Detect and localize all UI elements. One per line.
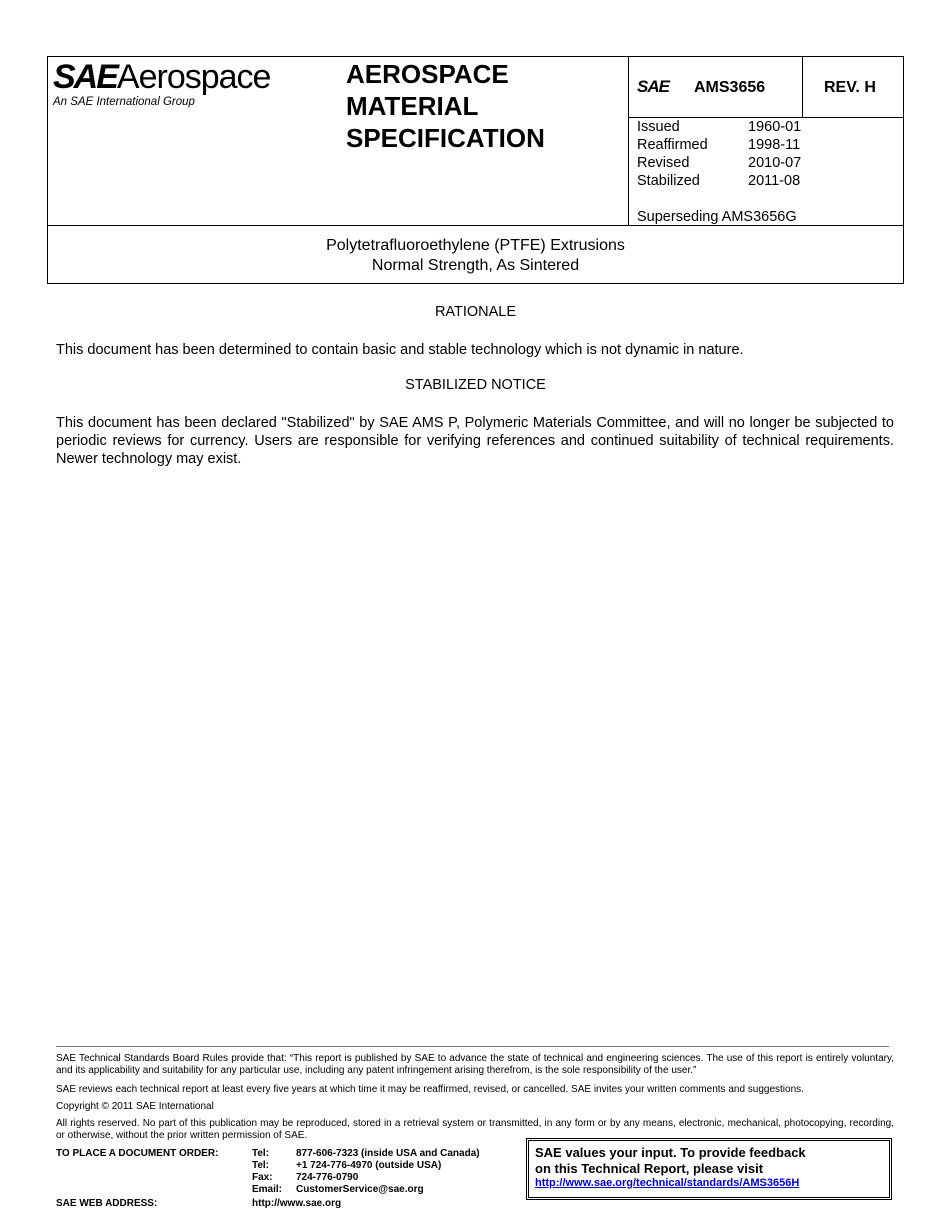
footer-rule (56, 1046, 889, 1047)
subject-line: Polytetrafluoroethylene (PTFE) Extrusions (326, 237, 625, 254)
date-row (637, 136, 817, 154)
subject-line: Normal Strength, As Sintered (371, 257, 580, 274)
rationale-text: This document has been determined to contain basic and stable technology which is not dynamic in nature. (56, 342, 744, 358)
feedback-box (526, 1138, 892, 1200)
contact-row (252, 1148, 480, 1160)
document-subject (47, 236, 904, 276)
web-label: SAE WEB ADDRESS: (56, 1198, 158, 1209)
contact-value: +1 724-776-4970 (outside USA) (296, 1160, 442, 1171)
sae-mini-logo: SAE (637, 77, 669, 96)
header-divider (628, 56, 629, 226)
contact-label: Tel: (252, 1160, 270, 1171)
web-address-link[interactable]: http://www.sae.org (252, 1198, 342, 1209)
date-label: Stabilized (637, 173, 700, 189)
contact-label: Email: (252, 1184, 283, 1195)
feedback-text: SAE values your input. To provide feedback (535, 1145, 806, 1160)
logo-subtitle: An SAE International Group (53, 96, 195, 108)
contact-label: Fax: (252, 1172, 273, 1183)
date-label: Reaffirmed (637, 137, 708, 153)
date-value: 2011-08 (748, 173, 801, 189)
contact-list (252, 1148, 480, 1196)
logo-sae-text: SAE (53, 58, 117, 96)
contact-row (252, 1172, 480, 1184)
revision: REV. H (824, 79, 876, 96)
date-list (637, 118, 817, 190)
stabilized-heading: STABILIZED NOTICE (405, 377, 546, 393)
spec-title-line: MATERIAL (346, 91, 479, 121)
date-row (637, 154, 817, 172)
date-value: 1998-11 (748, 137, 801, 153)
contact-row (252, 1184, 480, 1196)
spec-title (346, 58, 545, 154)
footer-rules-text: SAE Technical Standards Board Rules provide that: “This report is published by SAE to advance the state of technical and engineering sciences. The use of this report is entirely voluntary, and its applicability and suitability for any particular use, including any patent infringement arising therefrom, is the sole responsibility of the user.” (56, 1053, 894, 1076)
order-label: TO PLACE A DOCUMENT ORDER: (56, 1148, 219, 1159)
footer-review-text: SAE reviews each technical report at least every five years at which time it may be reaffirmed, revised, or cancelled. SAE invites your written comments and suggestions. (56, 1084, 804, 1095)
contact-value: 877-606-7323 (inside USA and Canada) (296, 1148, 480, 1159)
date-value: 2010-07 (748, 155, 802, 171)
sae-aerospace-logo (53, 58, 270, 97)
feedback-text: on this Technical Report, please visit (535, 1161, 764, 1176)
date-value: 1960-01 (748, 119, 802, 135)
superseding: Superseding AMS3656G (637, 209, 797, 225)
contact-label: Tel: (252, 1148, 270, 1159)
doc-number: AMS3656 (694, 79, 766, 96)
date-row (637, 172, 817, 190)
footer-rights-text: All rights reserved. No part of this publication may be reproduced, stored in a retrieval system or transmitted, in any form or by any means, electronic, mechanical, photocopying, recording, or otherwise, without the prior written permission of SAE. (56, 1118, 894, 1141)
date-label: Revised (637, 155, 690, 171)
rationale-heading: RATIONALE (434, 304, 517, 320)
logo-aerospace-text: Aerospace (116, 58, 271, 96)
spec-title-line: AEROSPACE (346, 59, 509, 89)
footer-copyright: Copyright © 2011 SAE International (56, 1101, 214, 1112)
contact-row (252, 1160, 480, 1172)
contact-value: 724-776-0790 (296, 1172, 359, 1183)
header-divider (802, 56, 803, 118)
date-label: Issued (637, 119, 680, 135)
contact-value: CustomerService@sae.org (296, 1184, 424, 1195)
spec-title-line: SPECIFICATION (346, 123, 545, 153)
date-row (637, 118, 817, 136)
stabilized-text: This document has been declared "Stabilized" by SAE AMS P, Polymeric Materials Committee, and will no longer be subjected to periodic reviews for currency. Users are responsible for verifying references and continued suitability of technical requirements. Newer technology may exist. (56, 415, 894, 467)
feedback-link[interactable]: http://www.sae.org/technical/standards/AMS3656H (535, 1177, 800, 1189)
